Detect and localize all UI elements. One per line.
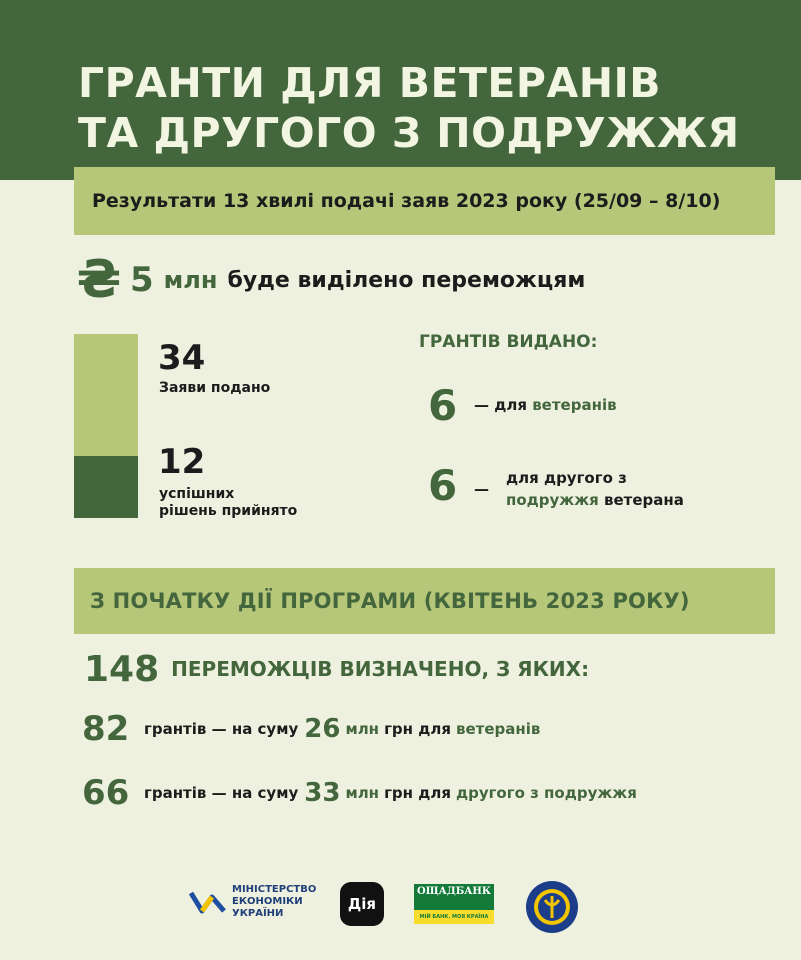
row-count: 82 [82, 709, 130, 749]
row-text: грантів — на суму [144, 784, 299, 802]
row-who: другого з подружжя [455, 784, 637, 802]
title-line-1: ГРАНТИ ДЛЯ ВЕТЕРАНІВ [78, 59, 662, 107]
row-count: 66 [82, 773, 130, 813]
spouse-grant-count: 6 [428, 461, 458, 510]
successful-bar [74, 456, 138, 518]
veterans-who: ветеранів [532, 396, 617, 414]
total-value: 148 [84, 648, 160, 690]
successful-label [159, 486, 297, 520]
spouse-grant-text [506, 467, 684, 511]
budget-amount: 5 [130, 260, 154, 300]
spouse-dash: — [474, 480, 489, 498]
grants-heading: ГРАНТІВ ВИДАНО: [419, 332, 598, 352]
title-line-2: ТА ДРУГОГО З ПОДРУЖЖЯ [78, 109, 740, 157]
row-unit: млн [345, 720, 380, 738]
row-tail: грн для [384, 784, 451, 802]
veterans-prefix: — для [474, 396, 533, 414]
grant-row-veterans [82, 706, 540, 752]
subtitle-text: Результати 13 хвилі подачі заяв 2023 року (25/09 – 8/10) [92, 190, 721, 212]
ministry-logo [188, 884, 316, 920]
ministry-line2: ЕКОНОМІКИ [232, 896, 303, 907]
submitted-bar [74, 334, 138, 456]
ministry-emblem-icon [188, 885, 228, 919]
submitted-value: 34 [158, 338, 206, 378]
header-banner [0, 0, 801, 180]
total-text: ПЕРЕМОЖЦІВ ВИЗНАЧЕНО, З ЯКИХ: [171, 657, 590, 681]
row-tail: грн для [384, 720, 451, 738]
since-heading: З ПОЧАТКУ ДІЇ ПРОГРАМИ (КВІТЕНЬ 2023 РОКУ) [90, 589, 690, 613]
veterans-grant-text [474, 394, 617, 416]
subtitle-band [74, 167, 775, 235]
spouse-line2 [506, 489, 684, 511]
row-amount: 33 [304, 778, 341, 808]
row-who: ветеранів [455, 720, 541, 738]
page-title [78, 58, 740, 158]
row-amount: 26 [304, 714, 341, 744]
veterans-grant-count: 6 [428, 381, 458, 430]
budget-unit: млн [163, 266, 218, 294]
successful-value: 12 [158, 442, 206, 482]
grant-row-spouse [82, 770, 637, 816]
partner-logos [0, 870, 801, 940]
successful-label-line1: успішних [159, 486, 235, 502]
hryvnia-icon: ₴ [76, 250, 122, 310]
since-band [74, 568, 775, 634]
spouse-tail: ветерана [598, 491, 684, 509]
diia-logo [340, 882, 384, 926]
row-text: грантів — на суму [144, 720, 299, 738]
bank-slogan: МІЙ БАНК. МОЯ КРАЇНА [414, 910, 494, 924]
budget-row [76, 250, 585, 310]
ministry-line3: УКРАЇНИ [232, 908, 284, 919]
ministry-name [232, 884, 316, 920]
oschadbank-logo [414, 884, 494, 924]
ministry-line1: МІНІСТЕРСТВО [232, 884, 317, 895]
successful-label-line2: рішень прийнято [159, 503, 298, 519]
employment-service-seal-icon [525, 880, 579, 934]
row-unit: млн [345, 784, 380, 802]
submitted-label: Заяви подано [159, 380, 271, 396]
spouse-line1: для другого з [506, 469, 627, 487]
budget-text: буде виділено переможцям [227, 267, 586, 293]
diia-text: Дія [347, 895, 377, 913]
bank-name: ОЩАДБАНК [417, 886, 491, 897]
total-row [84, 646, 589, 692]
spouse-word: подружжя [506, 491, 599, 509]
